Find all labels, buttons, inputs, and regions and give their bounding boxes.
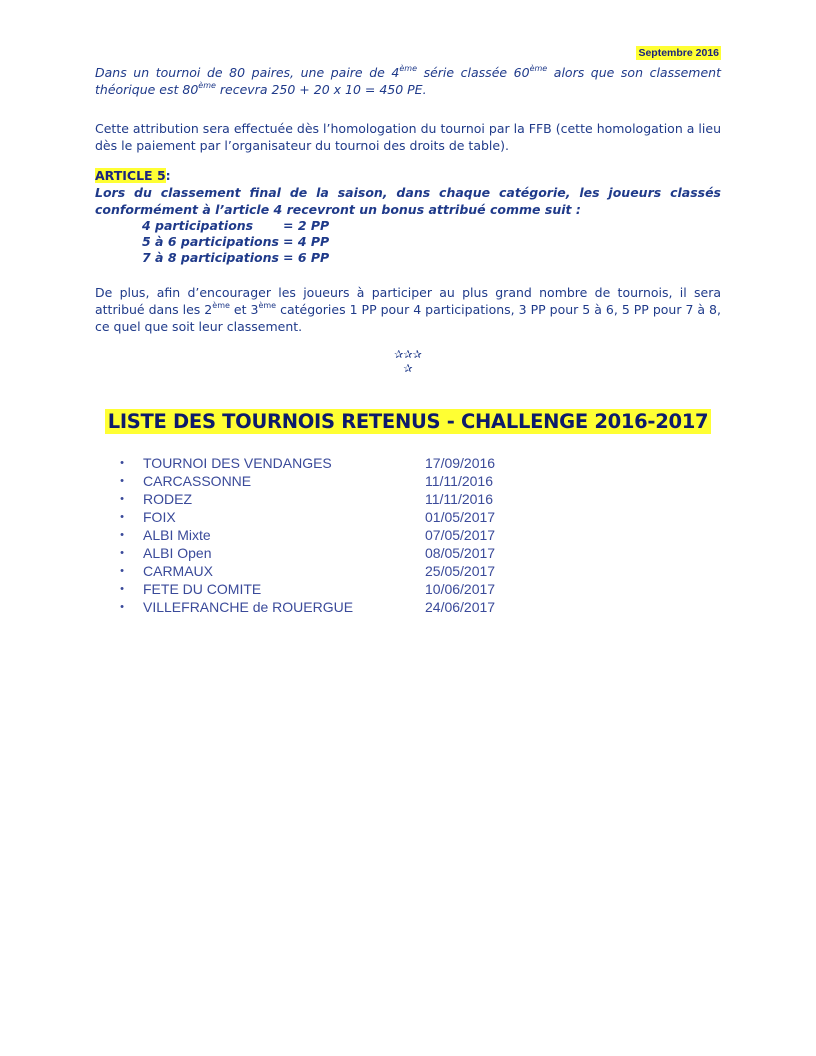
example-text-2: série classée 60	[417, 65, 530, 80]
bonus-row-label: 4 participations	[142, 218, 254, 233]
bullet-icon: •	[120, 493, 124, 505]
article-5-colon: :	[165, 168, 171, 183]
encouragement-text-3: catégories 1 PP pour 4 participations, 3 PP pour 5 à 6, 5 PP pour 7 à 8, ce quel que soit leur classement.	[95, 302, 721, 334]
tournament-name: ALBI Open	[143, 545, 212, 561]
tournament-date: 11/11/2016	[425, 473, 493, 489]
tournament-name: TOURNOI DES VENDANGES	[143, 455, 332, 471]
tournament-name: ALBI Mixte	[143, 527, 211, 543]
bullet-icon: •	[120, 529, 124, 541]
tournament-date: 10/06/2017	[425, 581, 496, 597]
tournament-date: 24/06/2017	[425, 599, 496, 615]
tournament-name: FOIX	[143, 509, 176, 525]
bonus-row	[142, 218, 329, 234]
bullet-icon: •	[120, 601, 124, 613]
article-5-title: ARTICLE 5	[95, 168, 166, 183]
encouragement-sup-2: ème	[258, 301, 277, 310]
encouragement-sup-1: ème	[212, 301, 230, 310]
bonus-row-label: 5 à 6 participations	[142, 234, 279, 249]
example-text-3: alors que son classement théorique est 80	[95, 65, 721, 97]
bonus-row-value: = 4 PP	[283, 234, 330, 249]
bullet-icon: •	[120, 457, 124, 469]
tournament-name: CARMAUX	[143, 563, 214, 579]
bonus-row-label: 7 à 8 participations	[142, 250, 279, 265]
example-sup-2: ème	[529, 64, 548, 73]
tournament-name: VILLEFRANCHE de ROUERGUE	[143, 599, 354, 615]
bonus-row-value: = 2 PP	[283, 218, 330, 233]
tournament-date: 11/11/2016	[425, 491, 493, 507]
article-5-body: Lors du classement final de la saison, dans chaque catégorie, les joueurs classés conformément à l’article 4 recevront un bonus attribué comme suit :	[95, 185, 721, 217]
example-sup-3: ème	[198, 81, 216, 90]
example-paragraph	[95, 64, 721, 98]
bullet-icon: •	[120, 475, 124, 487]
star-separator-top: ✰✰✰	[394, 348, 422, 361]
attribution-paragraph: Cette attribution sera effectuée dès l’homologation du tournoi par la FFB (cette homologation a lieu dès le paiement par l’organisateur du tournoi des droits de table).	[95, 121, 721, 153]
tournament-date: 07/05/2017	[425, 527, 496, 543]
tournament-name: RODEZ	[143, 491, 192, 507]
bonus-row	[142, 234, 329, 250]
encouragement-paragraph	[95, 284, 721, 335]
bullet-icon: •	[120, 565, 124, 577]
section-title-text: LISTE DES TOURNOIS RETENUS - CHALLENGE 2016-2017	[105, 409, 712, 434]
date-tag: Septembre 2016	[638, 47, 719, 59]
tournament-date: 08/05/2017	[425, 545, 496, 561]
bullet-icon: •	[120, 547, 124, 559]
bonus-row	[142, 250, 329, 266]
encouragement-text-2: et 3	[229, 302, 259, 317]
tournament-date: 01/05/2017	[425, 509, 496, 525]
bullet-icon: •	[120, 583, 124, 595]
tournament-date: 25/05/2017	[425, 563, 496, 579]
section-title	[0, 410, 816, 433]
tournament-date: 17/09/2016	[425, 455, 496, 471]
encouragement-text-1: De plus, afin d’encourager les joueurs à participer au plus grand nombre de tournois, il sera attribué dans les 2	[95, 285, 721, 317]
tournament-name: FETE DU COMITE	[143, 581, 262, 597]
example-sup-1: ème	[399, 64, 417, 73]
example-text-4: recevra 250 + 20 x 10 = 450 PE.	[215, 82, 427, 97]
tournament-name: CARCASSONNE	[143, 473, 252, 489]
star-separator-bottom: ✰	[403, 362, 413, 375]
article-5-heading	[95, 168, 171, 183]
example-text-1: Dans un tournoi de 80 paires, une paire de 4	[95, 65, 400, 80]
bonus-row-value: = 6 PP	[283, 250, 330, 265]
bullet-icon: •	[120, 511, 124, 523]
